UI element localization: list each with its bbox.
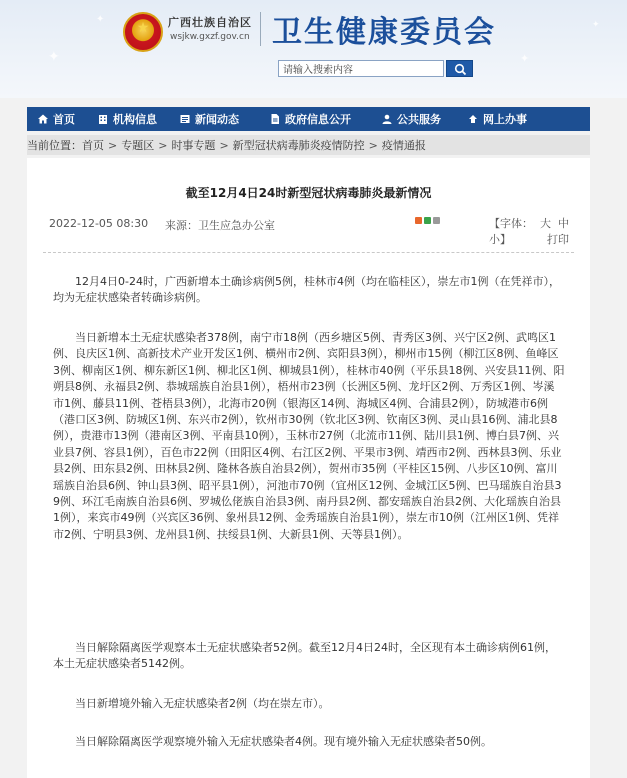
news-icon xyxy=(179,113,191,125)
article-source xyxy=(165,217,275,233)
breadcrumb-item-epidemic-report[interactable]: 疫情通报 xyxy=(381,139,426,152)
print-button[interactable]: 打印 xyxy=(547,233,569,246)
site-url[interactable]: wsjkw.gxzf.gov.cn xyxy=(170,32,250,42)
share-weibo-icon[interactable] xyxy=(415,217,422,224)
nav-item-label: 政府信息公开 xyxy=(285,113,351,126)
article-content xyxy=(27,158,590,778)
nav-item-news[interactable] xyxy=(171,107,261,131)
source-name: 卫生应急办公室 xyxy=(198,219,275,232)
sparkle-decoration: ✦ xyxy=(520,52,530,65)
sparkle-decoration: ✦ xyxy=(96,14,105,25)
breadcrumb xyxy=(27,135,590,155)
font-medium-button[interactable]: 中 xyxy=(558,217,569,230)
article-date: 2022-12-05 08:30 xyxy=(49,217,149,230)
header-divider xyxy=(260,12,261,46)
sparkle-decoration: ✦ xyxy=(592,20,600,30)
nav-item-public-service[interactable] xyxy=(373,107,459,131)
nav-item-label: 网上办事 xyxy=(483,113,527,126)
article-paragraph: 当日解除隔离医学观察境外输入无症状感染者4例。现有境外输入无症状感染者50例。 xyxy=(75,735,492,748)
breadcrumb-separator: > xyxy=(219,138,229,152)
breadcrumb-prefix: 当前位置： xyxy=(27,139,82,152)
breadcrumb-item-home[interactable]: 首页 xyxy=(82,139,104,152)
online-service-icon xyxy=(467,113,479,125)
nav-item-label: 公共服务 xyxy=(397,113,441,126)
search-input[interactable] xyxy=(278,60,444,77)
font-size-control xyxy=(489,216,569,248)
font-large-button[interactable]: 大 xyxy=(540,217,551,230)
font-small-button[interactable]: 小】 xyxy=(489,233,511,246)
nav-item-gov-info[interactable] xyxy=(261,107,373,131)
breadcrumb-separator: > xyxy=(108,138,118,152)
font-label: 【字体： xyxy=(489,217,533,230)
share-wechat-icon[interactable] xyxy=(424,217,431,224)
breadcrumb-separator: > xyxy=(368,138,378,152)
search-icon xyxy=(454,63,467,76)
nav-item-online-service[interactable] xyxy=(459,107,549,131)
article-paragraph: 当日新增境外输入无症状感染者2例（均在崇左市）。 xyxy=(75,697,330,710)
site-header xyxy=(0,0,627,98)
share-buttons xyxy=(415,217,440,224)
building-icon xyxy=(97,113,109,125)
share-more-icon[interactable] xyxy=(433,217,440,224)
search-button[interactable] xyxy=(446,60,473,77)
nav-item-label: 新闻动态 xyxy=(195,113,239,126)
article-title: 截至12月4日24时新型冠状病毒肺炎最新情况 xyxy=(185,186,432,200)
source-label: 来源： xyxy=(165,219,198,232)
main-nav xyxy=(27,107,590,131)
home-icon xyxy=(37,113,49,125)
document-icon xyxy=(269,113,281,125)
nav-item-label: 机构信息 xyxy=(113,113,157,126)
breadcrumb-item-special[interactable]: 专题区 xyxy=(121,139,155,152)
national-emblem-icon[interactable] xyxy=(123,12,163,52)
breadcrumb-item-covid-control[interactable]: 新型冠状病毒肺炎疫情防控 xyxy=(232,139,365,152)
nav-item-org[interactable] xyxy=(89,107,171,131)
nav-item-home[interactable] xyxy=(27,107,89,131)
site-name[interactable]: 广西壮族自治区 xyxy=(168,16,252,29)
nav-item-label: 首页 xyxy=(53,113,75,126)
divider xyxy=(43,252,574,253)
article-paragraph: 当日新增本土无症状感染者378例，南宁市18例（西乡塘区5例、青秀区3例、兴宁区2例、武鸣区1例、良庆区1例、高新技术产业开发区1例、横州市2例、宾阳县3例），柳州市15例（柳江区8例、鱼峰区3例、柳南区1例、柳东新区1例、柳北区1例、柳城县1例），桂林市40例（平乐县18例、兴安县11例、阳朔县8例、永福县2例、恭城瑶族自治县1例），梧州市23例（长洲区5例、龙圩区2例、万秀区1例、岑溪市1例、藤县11例、苍梧县3例），北海市20例（银海区14例、海城区4例、合浦县2例），防城港市6例（港口区3例、防城区1例、东兴市2例），钦州市30例（钦北区3例、钦南区3例、灵山县16例、浦北县8例），贵港市13例（港南区3例、平南县10例），玉林市27例（北流市11例、陆川县1例、博白县7例、兴业县7例、容县1例），百色市22例（田阳区4例、右江区2例、平果市3例、靖西市2例、西林县3例、乐业县2例、田东县2例、田林县2例、隆林各族自治县2例），贺州市35例（平桂区15例、八步区10例、富川瑶族自治县6例、钟山县3例、昭平县1例），河池市70例（宜州区12例、金城江区5例、巴马瑶族自治县39例、环江毛南族自治县6例、罗城仫佬族自治县3例、南丹县2例、都安瑶族自治县2例、大化瑶族自治县1例），来宾市49例（兴宾区36例、象州县12例、金秀瑶族自治县1例），崇左市10例（江州区1例、凭祥市2例、宁明县3例、龙州县1例、扶绥县1例、大新县1例、天等县1例）。 xyxy=(53,331,565,541)
department-title[interactable]: 卫生健康委员会 xyxy=(272,15,496,50)
article-paragraph: 当日解除隔离医学观察本土无症状感染者52例。截至12月4日24时，全区现有本土确诊病例61例，本土无症状感染者5142例。 xyxy=(53,641,556,671)
sparkle-decoration: ✦ xyxy=(48,49,60,65)
breadcrumb-item-current-topics[interactable]: 时事专题 xyxy=(171,139,216,152)
article-paragraph: 12月4日0-24时，广西新增本土确诊病例5例，桂林市4例（均在临桂区），崇左市1例（在凭祥市），均为无症状感染者转确诊病例。 xyxy=(53,275,560,305)
service-icon xyxy=(381,113,393,125)
breadcrumb-separator: > xyxy=(158,138,168,152)
